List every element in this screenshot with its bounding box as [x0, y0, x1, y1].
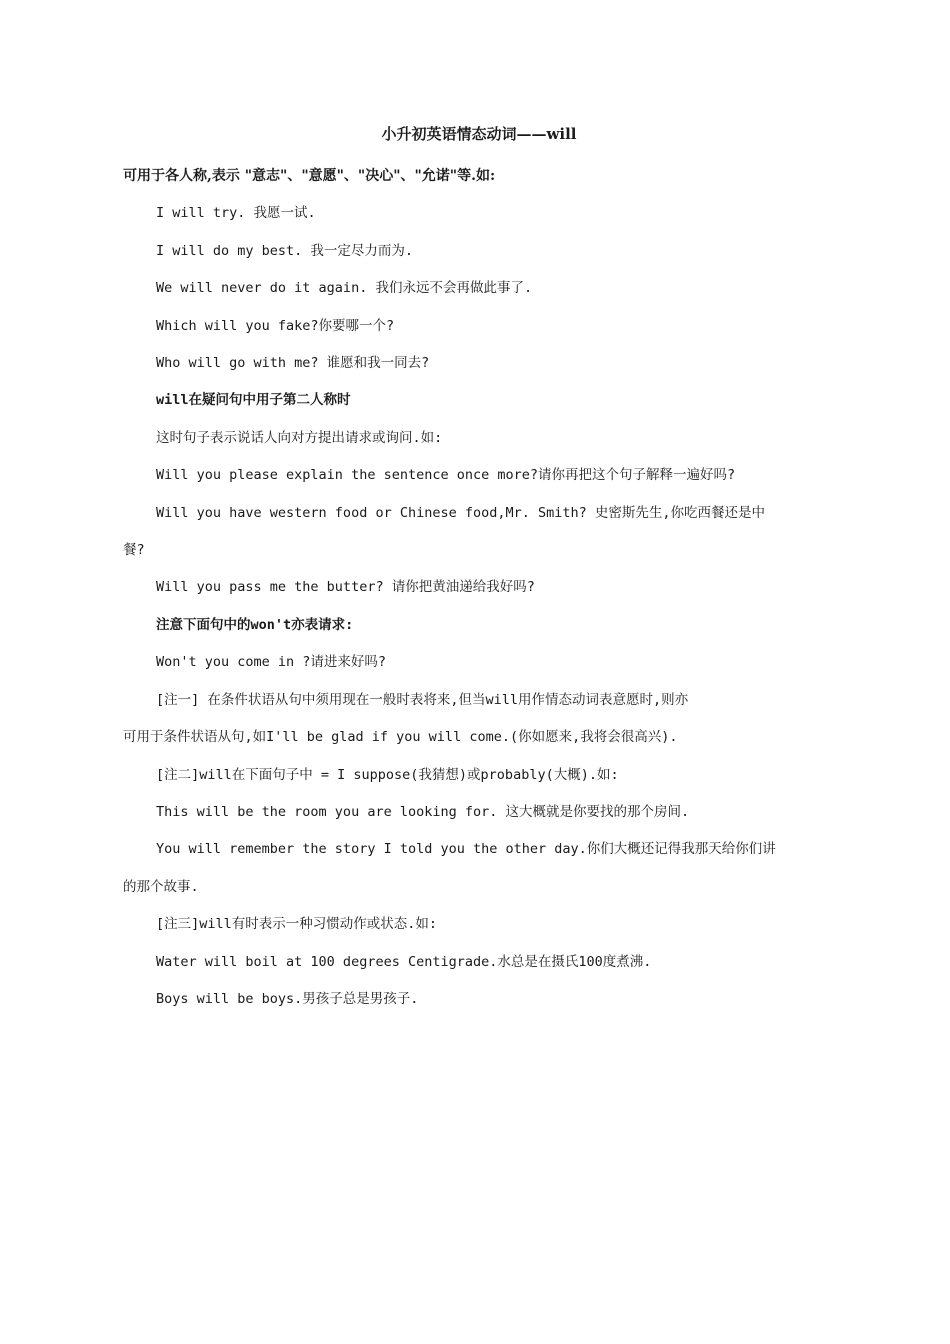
- text-line: 这时句子表示说话人向对方提出请求或询问.如:: [156, 429, 443, 446]
- document-title: 小升初英语情态动词——will: [381, 125, 577, 143]
- example-line: Who will go with me? 谁愿和我一同去?: [156, 355, 430, 372]
- intro-line: 可用于各人称,表示 "意志"、"意愿"、"决心"、"允诺"等.如:: [123, 168, 496, 184]
- example-line: Water will boil at 100 degrees Centigrade.水总是在摄氏100度煮沸.: [156, 953, 652, 970]
- example-line: I will try. 我愿一试.: [156, 205, 316, 222]
- example-line: Will you have western food or Chinese food,Mr. Smith? 史密斯先生,你吃西餐还是中: [156, 504, 766, 521]
- example-line: I will do my best. 我一定尽力而为.: [156, 242, 414, 259]
- example-line: This will be the room you are looking for. 这大概就是你要找的那个房间.: [156, 803, 690, 820]
- document-body: [123, 120, 835, 1018]
- note-line-continued: 可用于条件状语从句,如I'll be glad if you will come.(你如愿来,我将会很高兴).: [123, 729, 678, 746]
- example-line: Boys will be boys.男孩子总是男孩子.: [156, 990, 419, 1007]
- example-line-continued: 的那个故事.: [123, 878, 199, 895]
- example-line: You will remember the story I told you the other day.你们大概还记得我那天给你们讲: [156, 841, 776, 858]
- example-line: Won't you come in ?请进来好吗?: [156, 654, 387, 671]
- example-line: We will never do it again. 我们永远不会再做此事了.: [156, 280, 533, 297]
- section-heading: 注意下面句中的won't亦表请求:: [156, 616, 354, 633]
- note-line: [注一] 在条件状语从句中须用现在一般时表将来,但当will用作情态动词表意愿时,则亦: [156, 691, 689, 708]
- example-line: Will you pass me the butter? 请你把黄油递给我好吗?: [156, 579, 535, 596]
- section-heading: will在疑问句中用子第二人称时: [156, 392, 351, 409]
- example-line-continued: 餐?: [123, 542, 145, 559]
- note-line: [注二]will在下面句子中 = I suppose(我猜想)或probably(大概).如:: [156, 766, 619, 783]
- example-line: Will you please explain the sentence once more?请你再把这个句子解释一遍好吗?: [156, 467, 736, 484]
- example-line: Which will you fake?你要哪一个?: [156, 317, 395, 334]
- note-line: [注三]will有时表示一种习惯动作或状态.如:: [156, 916, 438, 933]
